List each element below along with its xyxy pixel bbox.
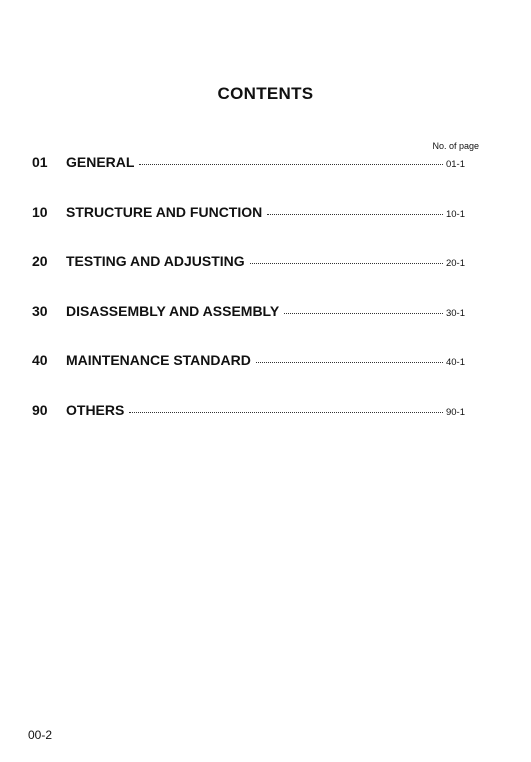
page-number: 00-2 <box>28 728 53 742</box>
toc-leader-dots <box>250 263 443 264</box>
toc-entry-number: 01 <box>32 154 48 170</box>
toc-entry-page: 90-1 <box>445 406 465 418</box>
toc-entry-title: STRUCTURE AND FUNCTION <box>66 203 263 220</box>
toc-entry-others[interactable] <box>32 402 465 452</box>
toc-entry-title: MAINTENANCE STANDARD <box>66 352 251 369</box>
toc-entry-page: 20-1 <box>445 258 465 270</box>
toc-entry-general[interactable] <box>32 154 465 204</box>
toc-entry-number: 40 <box>32 352 48 369</box>
toc-leader-dots <box>139 164 443 165</box>
toc-entry-page: 40-1 <box>445 357 465 369</box>
toc-entry-disassembly-and-assembly[interactable] <box>32 303 465 353</box>
toc-entry-number: 10 <box>32 203 48 220</box>
toc-entry-page: 10-1 <box>445 208 465 220</box>
toc-entry-number: 20 <box>32 253 48 270</box>
toc-leader-dots <box>267 214 443 215</box>
toc-leader-dots <box>129 412 443 413</box>
toc-entry-title: TESTING AND ADJUSTING <box>66 253 245 270</box>
toc-leader-dots <box>284 313 443 314</box>
toc-entry-page: 01-1 <box>445 159 465 170</box>
toc-entry-number: 90 <box>32 401 48 418</box>
toc-leader-dots <box>256 362 443 363</box>
page-title: CONTENTS <box>217 84 314 103</box>
table-of-contents <box>32 154 465 452</box>
toc-entry-title: DISASSEMBLY AND ASSEMBLY <box>66 302 280 319</box>
page-column-header: No. of page <box>432 141 479 151</box>
toc-entry-page: 30-1 <box>445 307 465 319</box>
toc-entry-maintenance-standard[interactable] <box>32 352 465 402</box>
toc-entry-title: OTHERS <box>66 401 125 418</box>
toc-entry-testing-and-adjusting[interactable] <box>32 253 465 303</box>
toc-entry-number: 30 <box>32 302 48 319</box>
toc-entry-title: GENERAL <box>66 154 135 170</box>
toc-entry-structure-and-function[interactable] <box>32 204 465 254</box>
